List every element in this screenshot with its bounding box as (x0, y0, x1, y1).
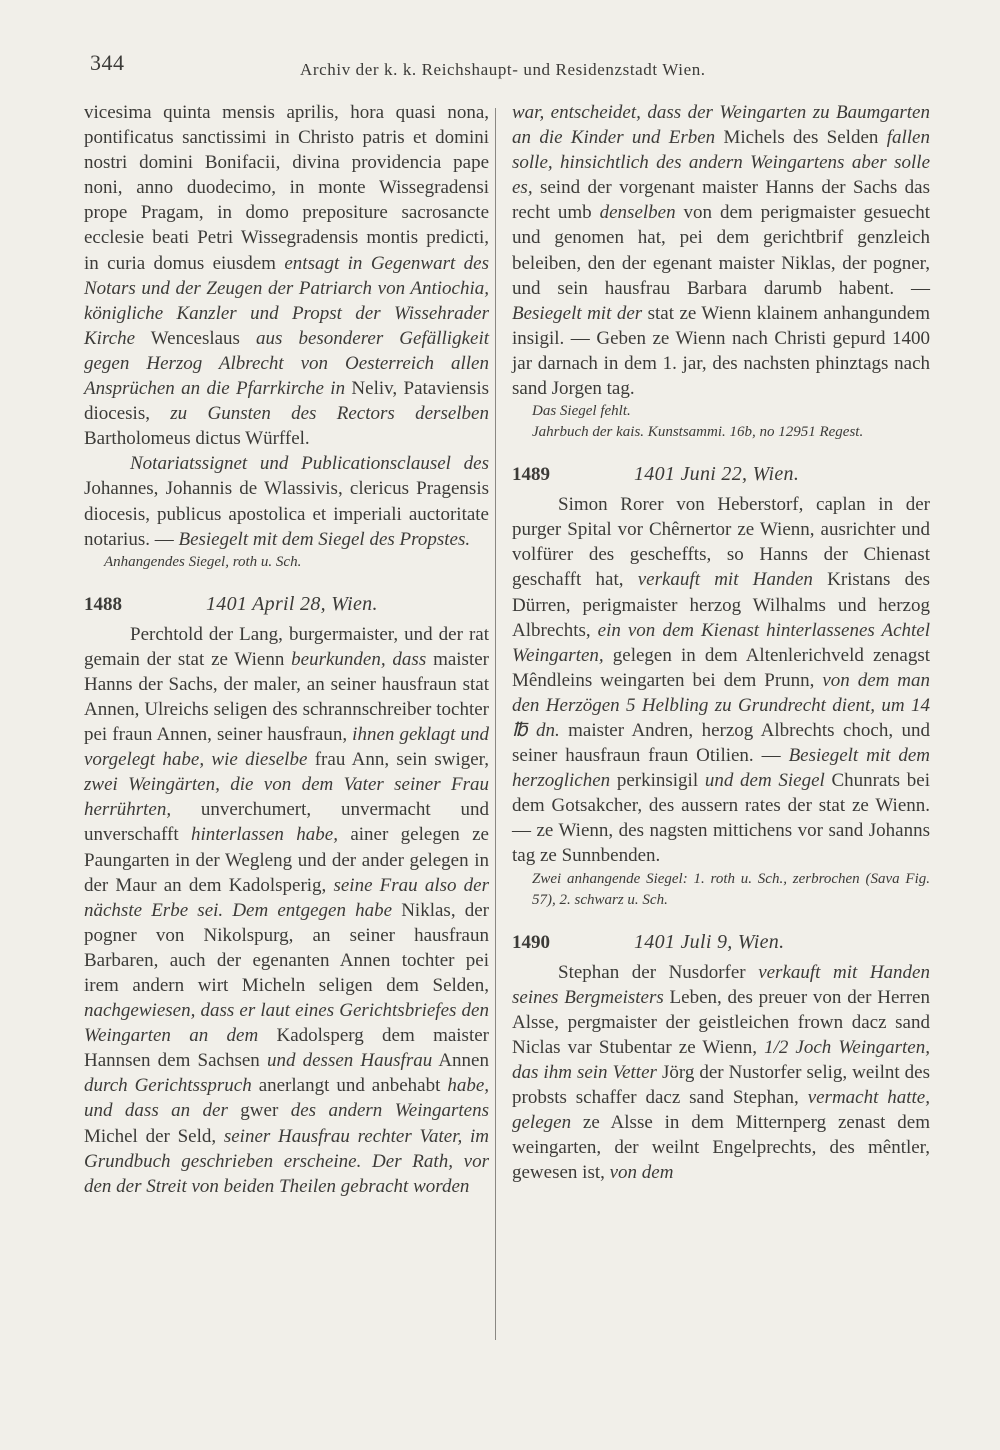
entry-date: 1401 Juni 22, Wien. (634, 463, 800, 486)
text-run: gelegen in dem Altenlerichveld zenagst Mêndleins weingarten bei dem Prunn, (512, 644, 930, 691)
text-run: ainer gelegen ze Paungarten in der Wegleng und der ander gelegen in der Maur an dem Kadolsperig, (84, 824, 489, 896)
column-divider (495, 108, 496, 1340)
entry-heading (84, 591, 489, 618)
italic-text: entsagt in Gegenwart des Notars und der Zeugen der Patriarch von Antiochia, königliche Kanzler und Propst der Wissehrader Kirche (84, 252, 489, 349)
right-column (512, 100, 930, 1185)
text-run: Chunrats bei dem Gotsakcher, des aussern rates der stat ze Wienn. — ze Wienn, des nagsten mittichens vor sand Johanns tag ze Sunnbenden. (512, 770, 930, 867)
text-run: Michels des Selden (715, 127, 887, 149)
text-run: unverchumert, unvermacht und unverschafft (84, 799, 489, 846)
text-run: vicesima quinta mensis aprilis, hora quasi nona, pontificatus sanctissimi in Christo patris et domini nostri domini Bonifacii, divina providencia pape noni, anno duodecimo, in monte Wissegradensi prope Pragam, in domo prepositure sacrosancte ecclesie beati Petri Wissegradensis montis predicti, in curia domus eiusdem (84, 102, 489, 274)
italic-text: von dem man den Herzögen 5 Helbling zu Grundrecht dient, um 14 ℔ dn. (512, 669, 930, 741)
italic-text: zwei Weingärten, die von dem Vater seiner Frau herrührten, (84, 774, 489, 821)
italic-text: seine Frau also der nächste Erbe sei. Dem entgegen habe (84, 874, 489, 921)
italic-text: seiner Hausfrau rechter Vater, im Grundbuch geschrieben erscheine. Der Rath, vor den der Streit von beiden Theilen gebracht worden (84, 1125, 489, 1197)
text-run: Neliv, Pataviensis diocesis, (84, 378, 489, 425)
text-run: perkinsigil (610, 770, 705, 792)
left-column (84, 100, 489, 1199)
italic-text: fallen solle, hinsichtlich des andern Weingartens aber solle es, (512, 127, 930, 199)
text-run: Jörg der Nustorfer selig, weilnt des probsts schaffer dacz sand Stephan, (512, 1061, 930, 1108)
italic-text: ihnen geklagt und vorgelegt habe, wie dieselbe (84, 724, 489, 771)
italic-text: von dem (609, 1162, 674, 1184)
footnote: Zwei anhangende Siegel: 1. roth u. Sch., zerbrochen (Sava Fig. 57), 2. schwarz u. Sch. (532, 870, 930, 908)
footnote: Anhangendes Siegel, roth u. Sch. (104, 553, 302, 570)
text-run: stat ze Wienn klainem anhangundem insigil. — Geben ze Wienn nach Christi gepurd 1400 jar darnach in dem 1. jar, des nachsten phinztags nach sand Jorgen tag. (512, 302, 930, 400)
italic-text: ein von dem Kienast hinterlassenes Achtel Weingarten, (512, 619, 930, 666)
footnote: Jahrbuch der kais. Kunstsammi. 16b, no 12951 Regest. (532, 424, 864, 441)
entry-text (512, 960, 930, 1186)
text-run: Michel der Seld, (84, 1125, 224, 1147)
text-run: Kadolsperg dem maister Hannsen dem Sachsen (84, 1025, 489, 1072)
italic-text: Besiegelt mit dem Siegel des Propstes. (178, 528, 471, 550)
text-run: Niklas, der pogner von Nikolspurg, an seiner hausfraun Barbaren, auch der egenanten Annen tochter pei irem andern wirt Micheln seligen dem Selden, (84, 899, 489, 996)
italic-text: vermacht hatte, gelegen (512, 1087, 930, 1134)
italic-text: Notariatssignet und Publicationsclausel des (130, 453, 489, 475)
text-run: maister Andren, herzog Albrechts choch, und seiner hausfraun fraun Otilien. — (512, 719, 930, 767)
italic-text: habe, und dass an der (84, 1075, 489, 1122)
italic-text: durch Gerichtsspruch (84, 1075, 252, 1097)
italic-text: denselben (599, 202, 676, 224)
italic-text: verkauft mit Handen (637, 569, 813, 591)
entry-heading (512, 461, 930, 488)
italic-text: aus besonderer Gefälligkeit gegen Herzog Albrecht von Oesterreich allen Ansprüchen an die Pfarrkirche in (84, 327, 489, 400)
text-run: Bartholomeus dictus Würffel. (84, 428, 310, 450)
italic-text: 1/2 Joch Weingarten, das ihm sein Vetter (512, 1036, 930, 1083)
text-run: gwer (227, 1100, 291, 1122)
entry-text (512, 492, 930, 868)
entry-date: 1401 April 28, Wien. (206, 592, 378, 615)
running-title: Archiv der k. k. Reichshaupt- und Residenzstadt Wien. (300, 60, 706, 79)
italic-text: zu Gunsten des Rectors derselben (170, 403, 489, 425)
italic-text: war, entscheidet, dass der Weingarten zu Baumgarten an die Kinder und Erben (512, 102, 930, 149)
italic-text: verkauft mit Handen seines Bergmeisters (512, 961, 930, 1008)
text-run: Johannes, Johannis de Wlassivis, clericus Pragensis diocesis, publicus apostolica et imperiali auctoritate notarius. — (84, 478, 489, 550)
italic-text: nachgewiesen, dass er laut eines Gerichtsbriefes den Weingarten an dem (84, 1000, 489, 1047)
entry-heading (512, 929, 930, 956)
paragraph (84, 100, 489, 451)
page-number: 344 (90, 50, 125, 75)
italic-text: beurkunden, dass (291, 648, 427, 670)
text-run: maister Hanns der Sachs, der maler, an seiner hausfraun stat Annen, Ulreichs seligen des schrannschreiber tochter pei fraun Annen, seiner hausfraun, (84, 648, 489, 746)
italic-text: des andern Weingartens (290, 1100, 489, 1122)
italic-text: und dem Siegel (704, 770, 825, 792)
text-run: Annen (432, 1050, 489, 1072)
italic-text: Besiegelt mit der (512, 302, 643, 324)
entry-number: 1489 (512, 464, 550, 486)
text-run: Simon Rorer von Heberstorf, caplan in der purger Spital vor Chêrnertor ze Wienn, ausrichter und volfürer des gescheffts, so Hanns der Chienast geschafft hat, (512, 494, 930, 591)
text-run: von dem perigmaister gesuecht und genomen hat, pei dem gerichtbrif genzleich beleiben, den der egenant maister Niklas, der pogner, und sein hausfrau Barbara darumb habent. — (512, 202, 930, 299)
entry-text (84, 622, 489, 1199)
text-run: Perchtold der Lang, burgermaister, und der rat gemain der stat ze Wienn (84, 623, 489, 670)
italic-text: hinterlassen habe, (191, 824, 338, 846)
text-run: Leben, des preuer von der Herren Alsse, pergmaister der geistleichen frown dacz sand Niclas var Stubentar ze Wienn, (512, 986, 930, 1058)
paragraph (512, 100, 930, 401)
text-run: frau Ann, sein swiger, (307, 749, 489, 771)
text-run: Kristans des Dürren, perigmaister herzog Wilhalms und herzog Albrechts, (512, 569, 930, 641)
paragraph (84, 451, 489, 551)
text-run: Wenceslaus (135, 327, 257, 349)
footnote: Das Siegel fehlt. (532, 403, 631, 420)
entry-number: 1488 (84, 593, 122, 615)
text-run: ze Alsse in dem Mitternperg zenast dem weingarten, der weilnt Engelprechts, des mêntler, gewesen ist, (512, 1112, 930, 1184)
text-run: anerlangt und anbehabt (251, 1075, 448, 1097)
italic-text: und dessen Hausfrau (266, 1050, 433, 1072)
entry-date: 1401 Juli 9, Wien. (634, 930, 785, 953)
text-run: Stephan der Nusdorfer (558, 961, 759, 983)
text-run: seind der vorgenant maister Hanns der Sachs das recht umb (512, 177, 930, 224)
italic-text: Besiegelt mit dem herzoglichen (512, 745, 930, 792)
entry-number: 1490 (512, 931, 550, 953)
